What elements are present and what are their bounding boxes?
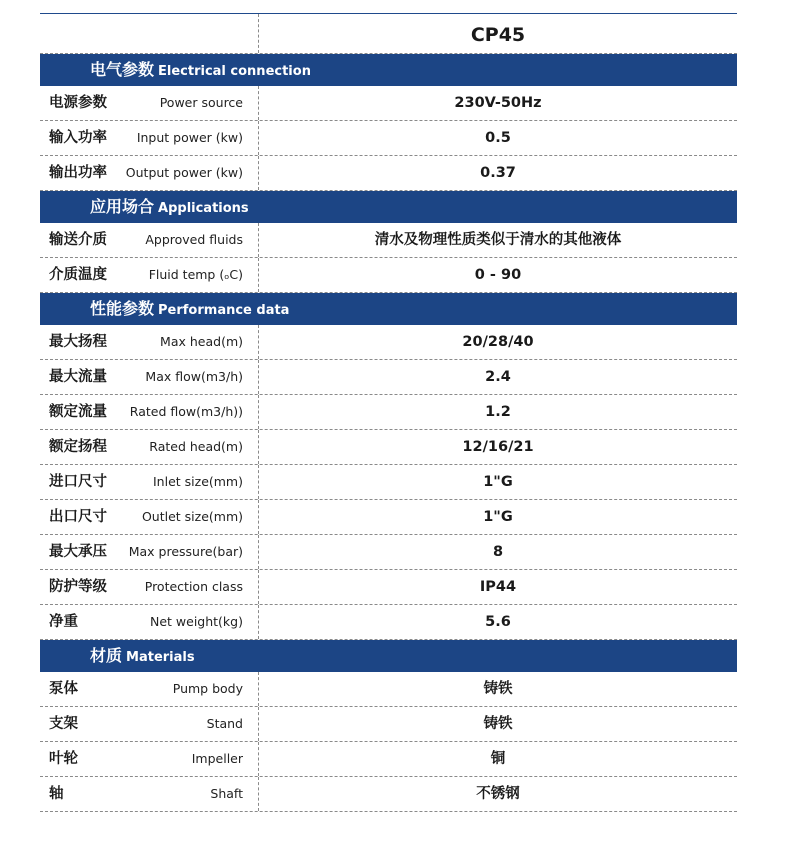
param-label-en: Impeller	[191, 751, 243, 766]
param-label-en: Protection class	[144, 579, 243, 594]
param-value: 8	[492, 544, 504, 560]
param-label-en: Net weight(kg)	[150, 614, 243, 629]
param-value: 2.4	[485, 369, 511, 385]
spec-row	[40, 500, 737, 535]
model-name: CP45	[470, 24, 526, 46]
param-label-cn: 额定扬程	[49, 439, 107, 455]
param-label-cn: 防护等级	[49, 579, 107, 595]
section-title	[90, 293, 289, 327]
spec-row	[40, 535, 737, 570]
spec-row	[40, 325, 737, 360]
param-label-cn: 输出功率	[49, 165, 107, 181]
spec-row	[40, 223, 737, 258]
param-label-en: Power source	[159, 95, 243, 110]
header-empty-cell	[40, 14, 258, 53]
section-header	[40, 293, 737, 325]
section-title	[90, 191, 249, 225]
section-title	[90, 640, 195, 674]
param-label-en: Approved fluids	[145, 232, 243, 247]
spec-row	[40, 86, 737, 121]
param-value: 不锈钢	[476, 786, 520, 802]
spec-row	[40, 430, 737, 465]
section-header	[40, 191, 737, 223]
param-label-cn: 净重	[49, 614, 78, 630]
param-label-en: Rated flow(m3/h))	[129, 404, 243, 419]
section-title-cn: 材质	[90, 646, 123, 665]
param-label-en: Input power (kw)	[136, 130, 243, 145]
section-title-en: Performance data	[158, 303, 290, 318]
spec-row	[40, 742, 737, 777]
section-title-en: Materials	[126, 650, 195, 665]
spec-row	[40, 777, 737, 812]
param-value: 0.37	[480, 165, 516, 181]
param-value: 12/16/21	[462, 439, 534, 455]
spec-row	[40, 672, 737, 707]
param-value: 0 - 90	[474, 267, 522, 283]
param-label-en: Max flow(m3/h)	[145, 369, 243, 384]
param-value: 1"G	[483, 474, 513, 490]
param-value: IP44	[479, 579, 517, 595]
param-value: 1.2	[485, 404, 511, 420]
section-title	[90, 54, 311, 88]
param-label-cn: 轴	[49, 786, 64, 802]
param-label-cn: 出口尺寸	[49, 509, 107, 525]
spec-row	[40, 360, 737, 395]
param-label-en: Max pressure(bar)	[128, 544, 243, 559]
param-label-cn: 支架	[49, 716, 78, 732]
param-value: 清水及物理性质类似于清水的其他液体	[374, 232, 622, 248]
param-label-cn: 叶轮	[49, 751, 78, 767]
param-label-en: Max head(m)	[160, 334, 243, 349]
param-label-cn: 输入功率	[49, 130, 107, 146]
spec-sections	[40, 54, 737, 812]
param-value: 20/28/40	[462, 334, 534, 350]
param-value: 铜	[490, 751, 506, 767]
param-label-cn: 泵体	[49, 681, 78, 697]
table-header-row	[40, 14, 737, 54]
spec-row	[40, 258, 737, 293]
param-value: 1"G	[483, 509, 513, 525]
param-label-cn: 介质温度	[49, 267, 107, 283]
param-label-en: Rated head(m)	[149, 439, 243, 454]
param-value: 铸铁	[483, 681, 513, 697]
param-value: 5.6	[485, 614, 511, 630]
spec-row	[40, 395, 737, 430]
param-label-en: Inlet size(mm)	[153, 474, 243, 489]
section-title-cn: 性能参数	[90, 299, 155, 318]
param-label-cn: 输送介质	[49, 232, 107, 248]
param-label-cn: 进口尺寸	[49, 474, 107, 490]
param-label-en: Shaft	[210, 786, 243, 801]
param-label-cn: 最大承压	[49, 544, 107, 560]
param-label-cn: 额定流量	[49, 404, 107, 420]
param-label-en: Output power (kw)	[125, 165, 243, 180]
spec-row	[40, 465, 737, 500]
section-title-en: Electrical connection	[158, 64, 311, 79]
param-value: 铸铁	[483, 716, 513, 732]
param-label-cn: 电源参数	[49, 95, 107, 111]
section-title-en: Applications	[158, 201, 249, 216]
param-label-en: Fluid temp (ₒC)	[148, 267, 243, 282]
section-title-cn: 应用场合	[90, 197, 155, 216]
param-label-en: Outlet size(mm)	[141, 509, 243, 524]
param-label-cn: 最大流量	[49, 369, 107, 385]
section-title-cn: 电气参数	[90, 60, 155, 79]
spec-table	[40, 13, 737, 812]
param-label-en: Stand	[206, 716, 243, 731]
spec-row	[40, 605, 737, 640]
spec-row	[40, 570, 737, 605]
param-label-cn: 最大扬程	[49, 334, 107, 350]
section-header	[40, 54, 737, 86]
param-value: 230V-50Hz	[454, 95, 542, 111]
spec-row	[40, 121, 737, 156]
param-label-en: Pump body	[172, 681, 243, 696]
param-value: 0.5	[485, 130, 511, 146]
section-header	[40, 640, 737, 672]
spec-row	[40, 156, 737, 191]
spec-row	[40, 707, 737, 742]
